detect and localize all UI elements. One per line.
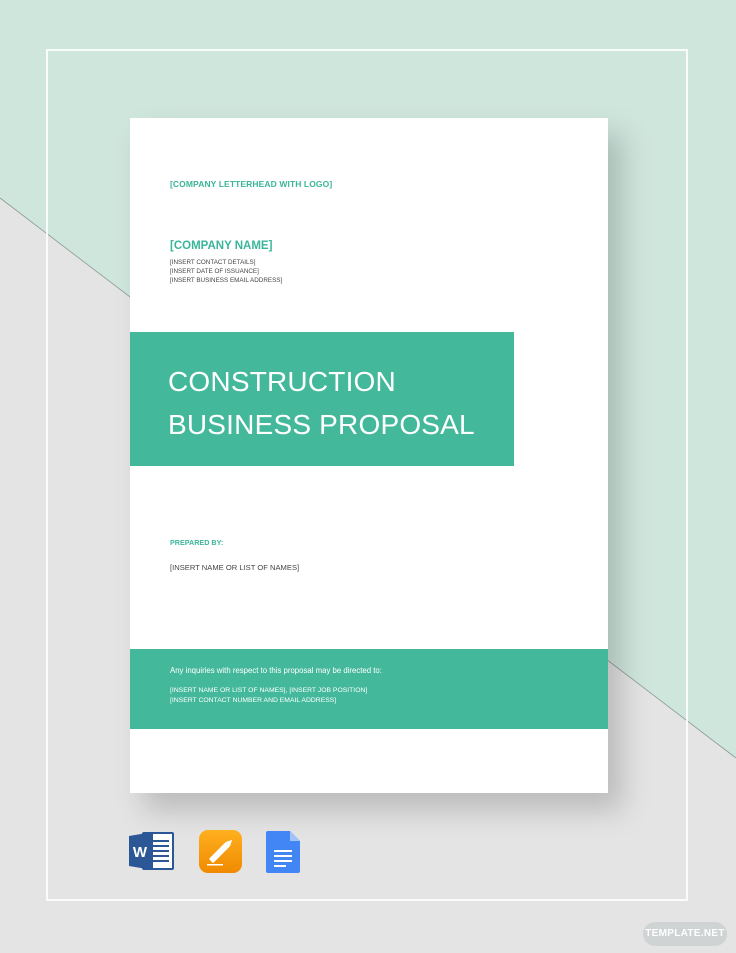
letterhead-placeholder: [COMPANY LETTERHEAD WITH LOGO] [170, 179, 333, 189]
title-band [130, 332, 514, 466]
prepared-by-label: PREPARED BY: [170, 538, 224, 547]
footer-line: [INSERT CONTACT NUMBER AND EMAIL ADDRESS] [170, 697, 337, 704]
prepared-by-names: [INSERT NAME OR LIST OF NAMES] [170, 563, 300, 572]
title-line: BUSINESS PROPOSAL [168, 409, 475, 440]
document-title [168, 360, 475, 446]
google-docs-icon[interactable] [266, 831, 300, 873]
word-glyph: W [132, 844, 148, 861]
word-icon[interactable] [129, 831, 175, 871]
company-name: [COMPANY NAME] [170, 240, 273, 252]
footer-line: [INSERT NAME OR LIST OF NAMES], [INSERT JOB POSITION] [170, 687, 368, 694]
contact-line: [INSERT CONTACT DETAILS] [170, 259, 256, 266]
title-line: CONSTRUCTION [168, 366, 396, 397]
document-page [130, 118, 608, 793]
contact-line: [INSERT DATE OF ISSUANCE] [170, 267, 259, 275]
contact-line: [INSERT BUSINESS EMAIL ADDRESS] [170, 276, 283, 284]
footer-inquiry: Any inquiries with respect to this proposal may be directed to: [170, 666, 382, 675]
pages-icon[interactable] [199, 830, 242, 873]
contact-details [170, 259, 282, 285]
footer-contact [170, 686, 367, 706]
footer-band [130, 649, 608, 729]
template-net-watermark: TEMPLATE.NET [643, 922, 727, 946]
